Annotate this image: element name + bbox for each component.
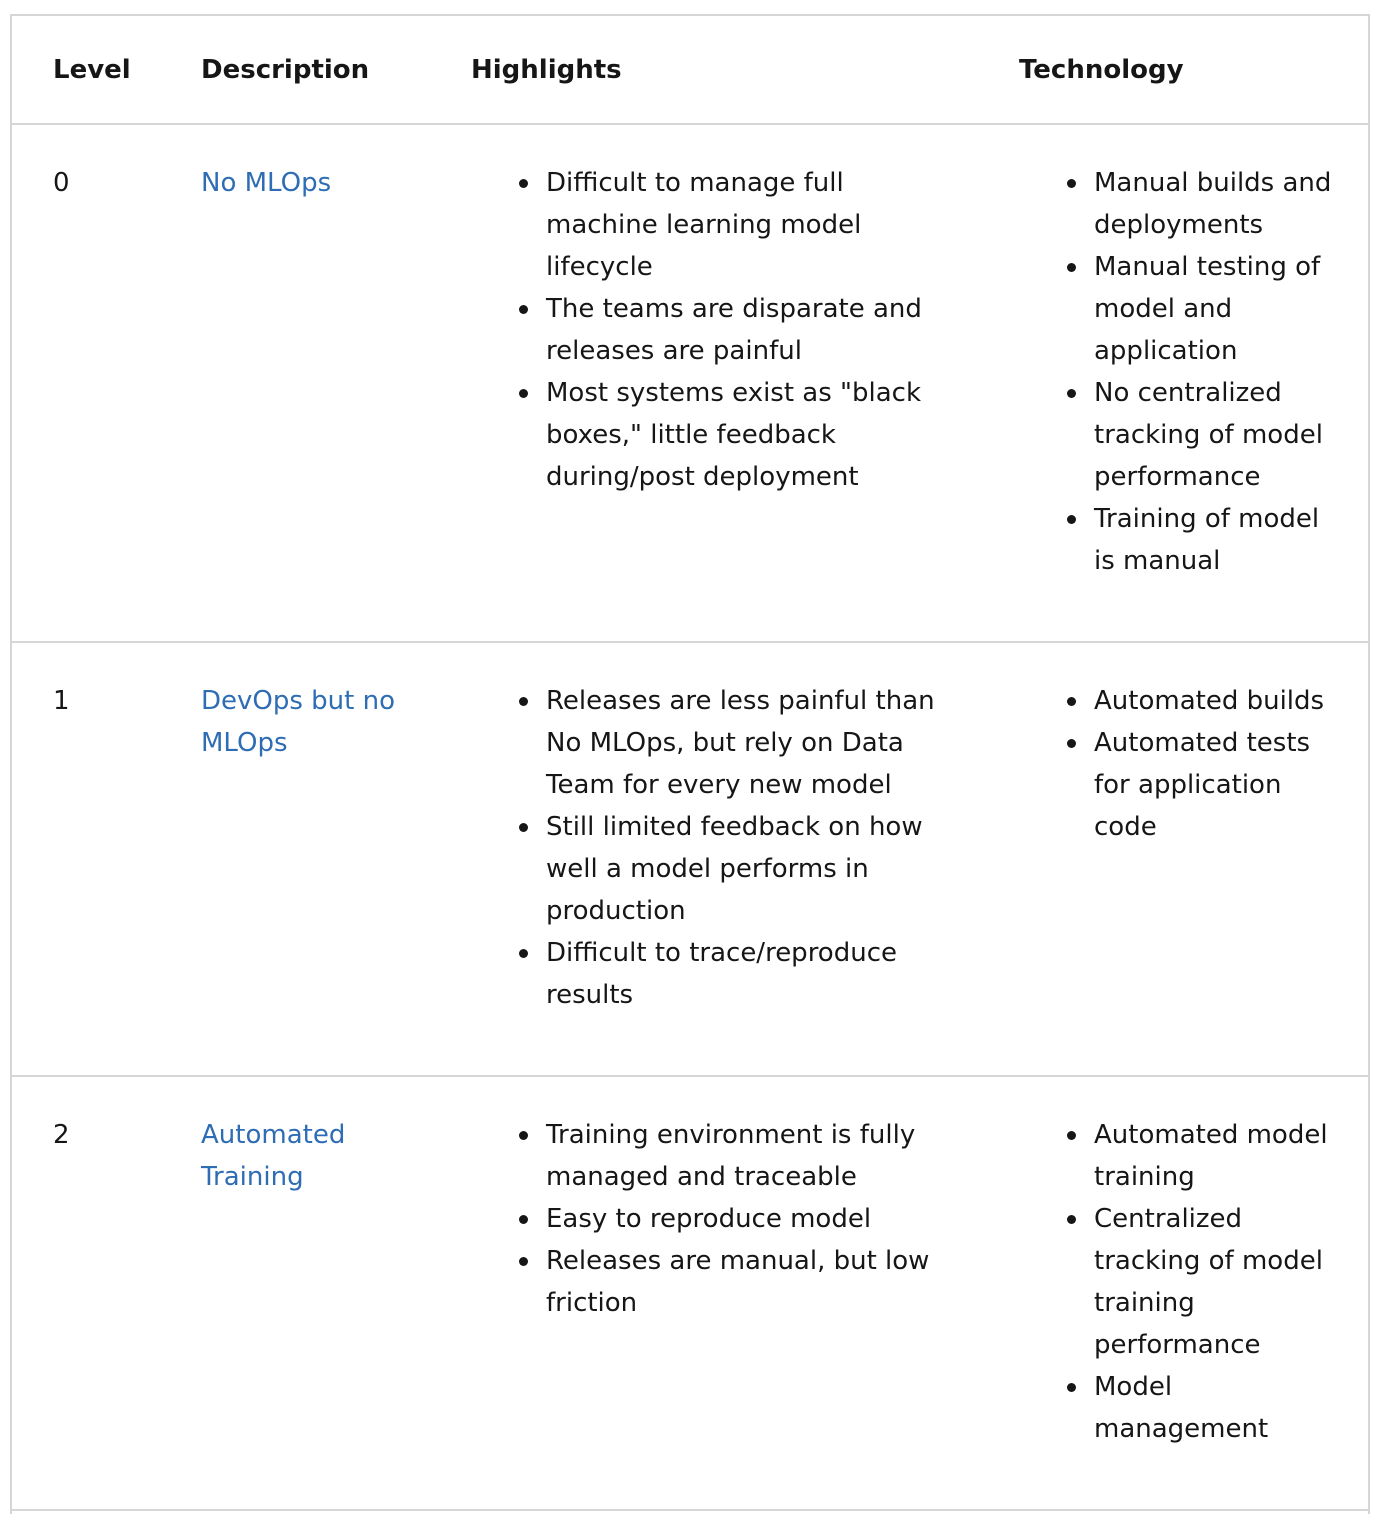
header-row (12, 16, 1368, 124)
header-description: Description (201, 54, 370, 85)
list-item: No centralized tracking of model performance (1094, 372, 1348, 498)
technology-cell (966, 124, 1368, 642)
description-cell (159, 124, 427, 642)
highlights-list (471, 1114, 936, 1324)
list-item: Still limited feedback on how well a model performs in production (546, 806, 936, 932)
list-item: Automated builds (1094, 680, 1348, 722)
list-item: Automated tests for application code (1094, 722, 1348, 848)
list-item: Training of model is manual (1094, 498, 1348, 582)
highlights-list (471, 680, 936, 1016)
technology-list (1019, 1114, 1348, 1450)
list-item: Difficult to manage full machine learning model lifecycle (546, 162, 936, 288)
header-highlights: Highlights (471, 54, 622, 85)
header-level: Level (53, 54, 131, 85)
table-header (12, 16, 1368, 124)
list-item: Releases are manual, but low friction (546, 1240, 936, 1324)
list-item: Difficult to trace/reproduce results (546, 932, 936, 1016)
highlights-list (471, 162, 936, 498)
table-row (12, 124, 1368, 642)
description-link-no-mlops[interactable]: No MLOps (201, 168, 332, 198)
table-row (12, 1076, 1368, 1510)
highlights-cell (427, 642, 966, 1076)
list-item: Releases are less painful than No MLOps, but rely on Data Team for every new model (546, 680, 936, 806)
technology-list (1019, 162, 1348, 582)
highlights-cell (427, 1076, 966, 1510)
description-cell (159, 642, 427, 1076)
list-item: Training environment is fully managed and traceable (546, 1114, 936, 1198)
highlights-cell (427, 124, 966, 642)
list-item: Model management (1094, 1366, 1348, 1450)
level-cell: 1 (53, 686, 70, 716)
maturity-table (12, 16, 1368, 1511)
list-item: Manual testing of model and application (1094, 246, 1348, 372)
technology-cell (966, 1076, 1368, 1510)
description-cell (159, 1076, 427, 1510)
table-body (12, 124, 1368, 1510)
list-item: Manual builds and deployments (1094, 162, 1348, 246)
technology-list (1019, 680, 1348, 848)
description-link-automated-training[interactable]: Automated Training (201, 1120, 346, 1192)
table-row (12, 642, 1368, 1076)
level-cell: 0 (53, 168, 70, 198)
technology-cell (966, 642, 1368, 1076)
list-item: Centralized tracking of model training performance (1094, 1198, 1348, 1366)
description-link-devops-but-no-mlops[interactable]: DevOps but no MLOps (201, 686, 396, 758)
list-item: Easy to reproduce model (546, 1198, 936, 1240)
list-item: Automated model training (1094, 1114, 1348, 1198)
header-technology: Technology (1019, 54, 1184, 85)
list-item: Most systems exist as "black boxes," little feedback during/post deployment (546, 372, 936, 498)
maturity-table-container (10, 14, 1370, 1514)
list-item: The teams are disparate and releases are painful (546, 288, 936, 372)
level-cell: 2 (53, 1120, 70, 1150)
